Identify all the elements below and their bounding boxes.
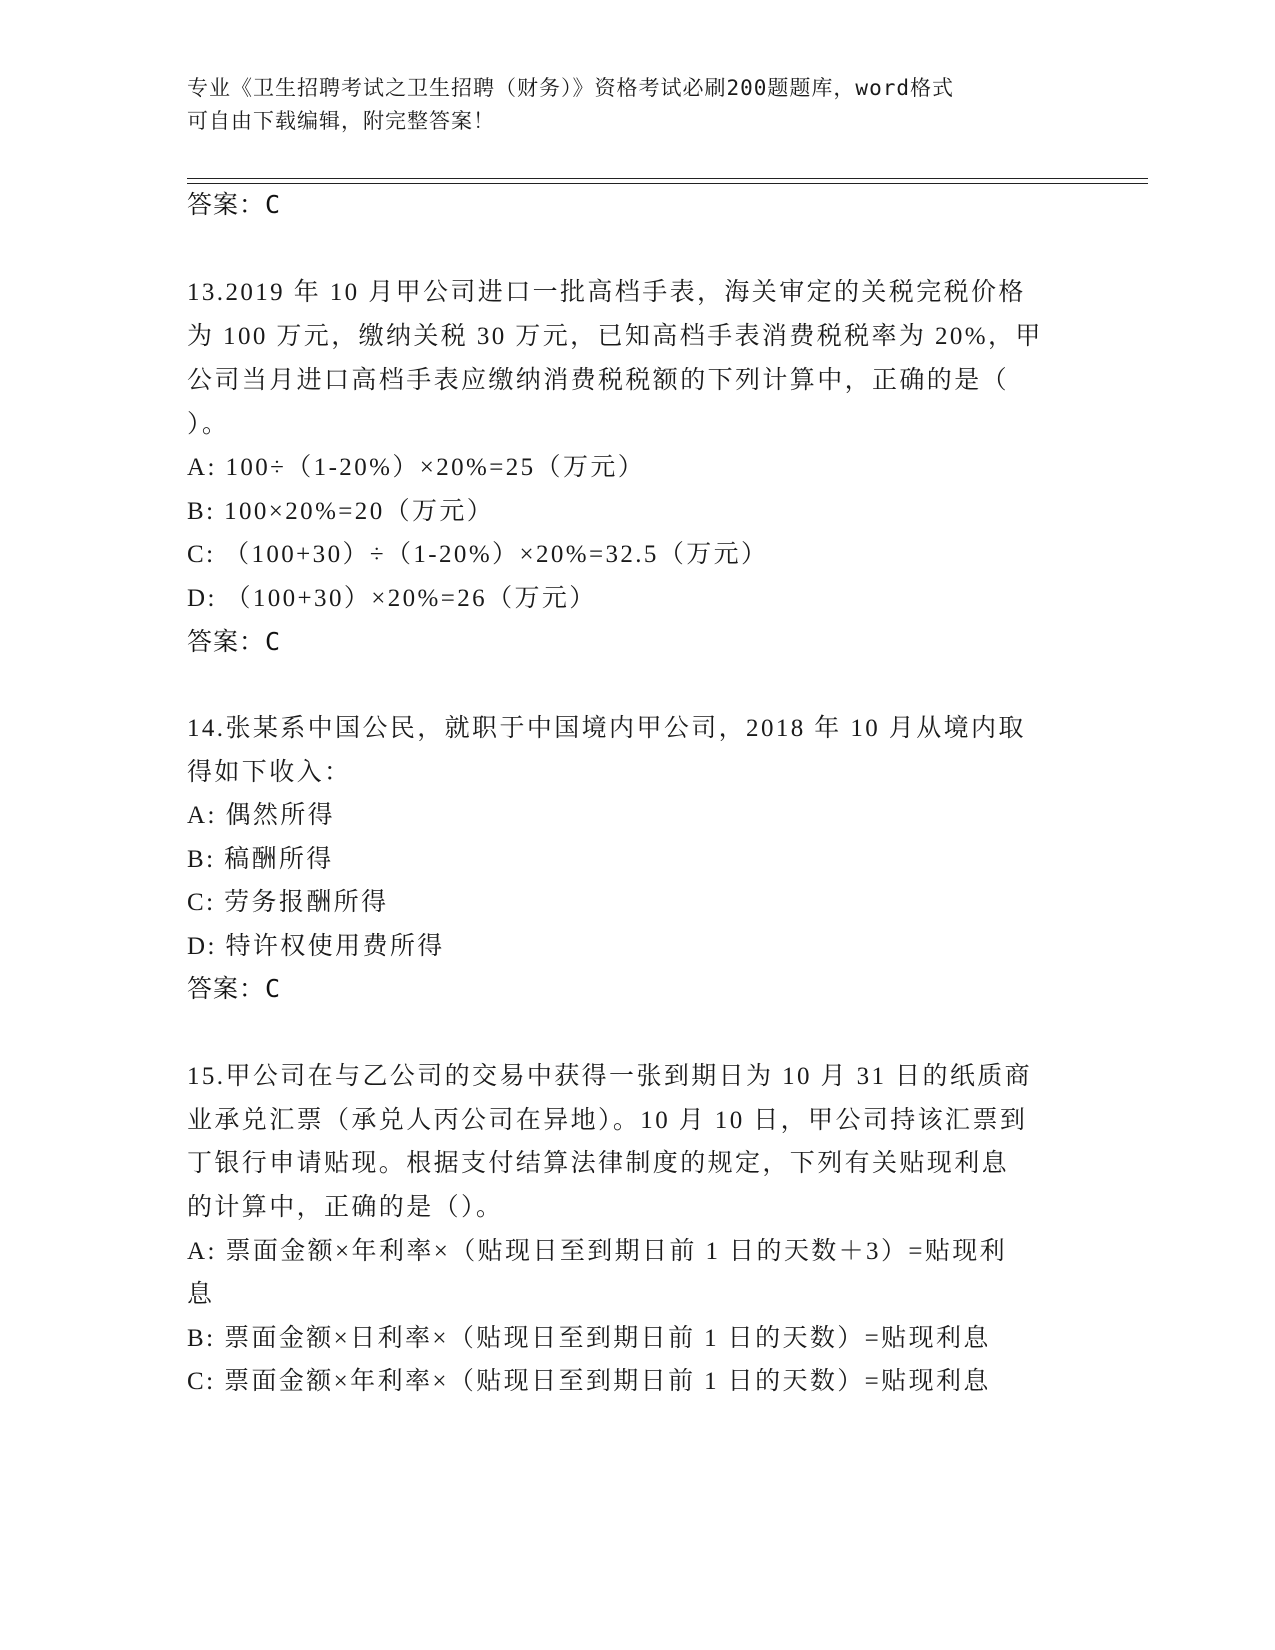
answer-q13: 答案：C — [187, 627, 282, 656]
q14-text-line-2: 得如下收入： — [187, 759, 352, 786]
q14-option-a: A: 偶然所得 — [187, 802, 336, 829]
q15-option-b: B: 票面金额×日利率×（贴现日至到期日前 1 日的天数）=贴现利息 — [187, 1325, 991, 1352]
q14-option-b: B: 稿酬所得 — [187, 846, 334, 873]
q15-text-line-4: 的计算中，正确的是（）。 — [187, 1194, 504, 1221]
q13-text-line-3: 公司当月进口高档手表应缴纳消费税税额的下列计算中，正确的是（ — [187, 367, 1010, 394]
q15-text-line-3: 丁银行申请贴现。根据支付结算法律制度的规定，下列有关贴现利息 — [187, 1150, 1010, 1177]
document-header — [187, 72, 1087, 138]
q15-option-a-continued: 息 — [187, 1281, 215, 1308]
q13-option-d: D: （100+30）×20%=26（万元） — [187, 585, 597, 612]
answer-q14: 答案：C — [187, 974, 282, 1003]
q13-option-a: A: 100÷（1-20%）×20%=25（万元） — [187, 454, 646, 481]
q13-text-line-1: 13.2019 年 10 月甲公司进口一批高档手表，海关审定的关税完税价格 — [187, 279, 1026, 306]
answer-q12: 答案：C — [187, 190, 282, 219]
q13-option-c: C: （100+30）÷（1-20%）×20%=32.5（万元） — [187, 541, 769, 568]
q13-option-b: B: 100×20%=20（万元） — [187, 498, 495, 525]
q14-text-line-1: 14.张某系中国公民，就职于中国境内甲公司，2018 年 10 月从境内取 — [187, 715, 1026, 742]
q14-option-d: D: 特许权使用费所得 — [187, 933, 445, 960]
header-line-1: 专业《卫生招聘考试之卫生招聘（财务）》资格考试必刷200题题库，word格式 — [187, 76, 954, 100]
q15-text-line-1: 15.甲公司在与乙公司的交易中获得一张到期日为 10 月 31 日的纸质商 — [187, 1063, 1033, 1090]
q15-option-a: A: 票面金额×年利率×（贴现日至到期日前 1 日的天数＋3）=贴现利 — [187, 1238, 1008, 1265]
q15-option-c: C: 票面金额×年利率×（贴现日至到期日前 1 日的天数）=贴现利息 — [187, 1368, 991, 1395]
header-rule-bottom — [187, 183, 1148, 184]
header-line-2: 可自由下载编辑，附完整答案！ — [187, 109, 495, 133]
q13-text-line-4: ）。 — [187, 411, 230, 438]
q15-text-line-2: 业承兑汇票（承兑人丙公司在异地）。10 月 10 日，甲公司持该汇票到 — [187, 1107, 1028, 1134]
q13-text-line-2: 为 100 万元，缴纳关税 30 万元，已知高档手表消费税税率为 20%，甲 — [187, 323, 1043, 350]
header-rule-top — [187, 178, 1148, 179]
q14-option-c: C: 劳务报酬所得 — [187, 889, 389, 916]
